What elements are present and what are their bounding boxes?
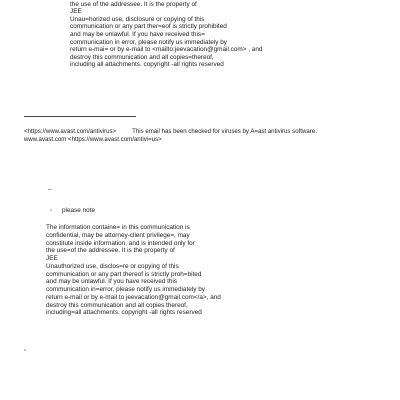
avast-antivirus-link[interactable]: <https://www.avast.com/antivirus> [24, 128, 117, 135]
separator-line [24, 116, 136, 117]
notice-line: the use=of the addressee. It is the property of [46, 247, 175, 255]
notice-line: constitute inside information, and is intended only for [46, 239, 195, 247]
notice-line: confidential, may be attorney-client privilege=, may [46, 231, 190, 239]
confidentiality-notice-top [70, 0, 390, 69]
avast-notice [24, 128, 394, 135]
confidentiality-notice [46, 224, 376, 317]
dash-mark: – [48, 186, 52, 193]
notice-line: destroy this communication and all copies thereof, [46, 301, 188, 309]
notice-line: The information containe= in this communication is [46, 224, 190, 231]
notice-line: communication or any part ther=eof is strictly prohibited [70, 23, 227, 31]
notice-line: communication or any part thereof is strictly proh=bited [46, 270, 202, 278]
avast-link-line [24, 136, 394, 143]
notice-line: JEE [70, 8, 82, 16]
notice-line: including=all attachments. copyright -all rights reserved [46, 309, 202, 317]
avast-message: This email has been checked for viruses by A=ast antivirus software. [132, 128, 317, 135]
notice-line: destroy this communication and all copies=thereof, [70, 53, 214, 61]
bottom-mark: ▫ [24, 347, 27, 354]
avast-site-link[interactable]: www.avast.com <https://www.avast.com/antivi=us> [24, 136, 162, 143]
bullet-item [50, 207, 95, 215]
notice-line: return e-mai= or by e-mail to <mailto:jeevacation@gmail.com> , and [70, 46, 263, 54]
notice-line: Unau=horized use, disclosure or copying of this [70, 15, 205, 23]
notice-line: including all attachments. copyright -all rights reserved [70, 61, 224, 69]
notice-line: and may be unlawful. If you have received this [46, 278, 178, 286]
bullet-text: please note [62, 207, 96, 214]
notice-line: communication in=error, please notify us immediately by [46, 286, 205, 293]
notice-line: Unauthorized use, disclos=re or copying of this [46, 262, 179, 270]
notice-line: JEE [46, 255, 58, 262]
notice-line: and may be unlawful. If you have received this= [70, 30, 205, 38]
bullet-icon: ◦ [50, 207, 53, 214]
notice-line: return e-mail or by e-mail to jeevacation@gmail.com</a>, and [46, 293, 221, 301]
notice-line: communication in error, please notify us immediately by [70, 38, 227, 46]
notice-line: the use of the addressee. It is the property of [70, 0, 197, 8]
